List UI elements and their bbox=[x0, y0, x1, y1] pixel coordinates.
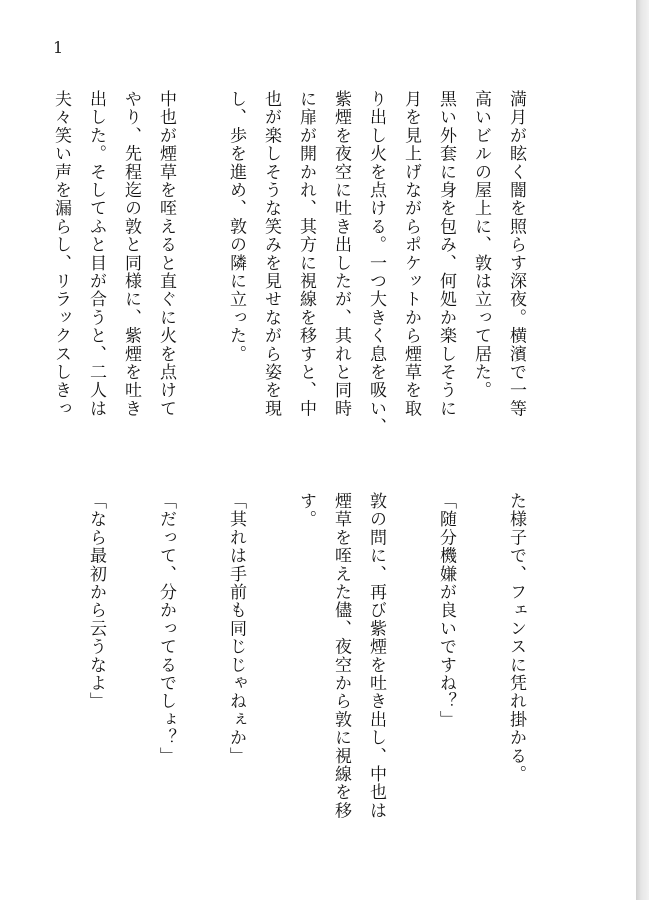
blank-column bbox=[463, 492, 498, 820]
text-column: 也が楽しそうな笑みを見せながら姿を現 bbox=[261, 90, 281, 418]
text-column: に扉が開かれ、其方に視線を移すと、中 bbox=[296, 90, 316, 418]
text-column: やり、先程迄の敦と同様に、紫煙を吐き bbox=[121, 90, 141, 418]
blank-column bbox=[253, 492, 288, 820]
text-column: 高いビルの屋上に、敦は立って居た。 bbox=[471, 90, 491, 400]
blank-column bbox=[113, 492, 148, 820]
text-column: た様子で、フェンスに凭れ掛かる。 bbox=[506, 492, 526, 784]
upper-text-block bbox=[43, 90, 533, 436]
blank-column bbox=[183, 492, 218, 820]
text-column: 煙草を咥えた儘、夜空から敦に視線を移 bbox=[331, 492, 351, 820]
text-column: り出し火を点ける。一つ大きく息を吸い、 bbox=[366, 90, 386, 436]
lower-text-block bbox=[78, 492, 533, 820]
text-column: 黒い外套に身を包み、何処か楽しそうに bbox=[436, 90, 456, 418]
text-column: 紫煙を夜空に吐き出したが、其れと同時 bbox=[331, 90, 351, 418]
text-column: 月を見上げながらポケットから煙草を取 bbox=[401, 90, 421, 418]
text-column: し、歩を進め、敦の隣に立った。 bbox=[226, 90, 246, 363]
dialogue-column: 「だって、分かってるでしょ？」 bbox=[156, 492, 176, 765]
dialogue-column: 「随分機嫌が良いですね？」 bbox=[436, 492, 456, 729]
page-edge bbox=[636, 0, 649, 900]
text-column: 出した。そしてふと目が合うと、二人は bbox=[86, 90, 106, 418]
dialogue-column: 「なら最初から云うなよ」 bbox=[86, 492, 106, 711]
blank-column bbox=[183, 90, 218, 436]
blank-column bbox=[393, 492, 428, 820]
text-column: 中也が煙草を咥えると直ぐに火を点けて bbox=[156, 90, 176, 418]
text-column: 敦の問に、再び紫煙を吐き出し、中也は bbox=[366, 492, 386, 820]
dialogue-column: 「其れは手前も同じじゃねぇか」 bbox=[226, 492, 246, 765]
text-column: 満月が眩く闇を照らす深夜。横濱で一等 bbox=[506, 90, 526, 418]
text-column: 夫々笑い声を漏らし、リラックスしきっ bbox=[51, 90, 71, 418]
page-number: 1 bbox=[53, 38, 64, 57]
text-column: す。 bbox=[296, 492, 316, 529]
